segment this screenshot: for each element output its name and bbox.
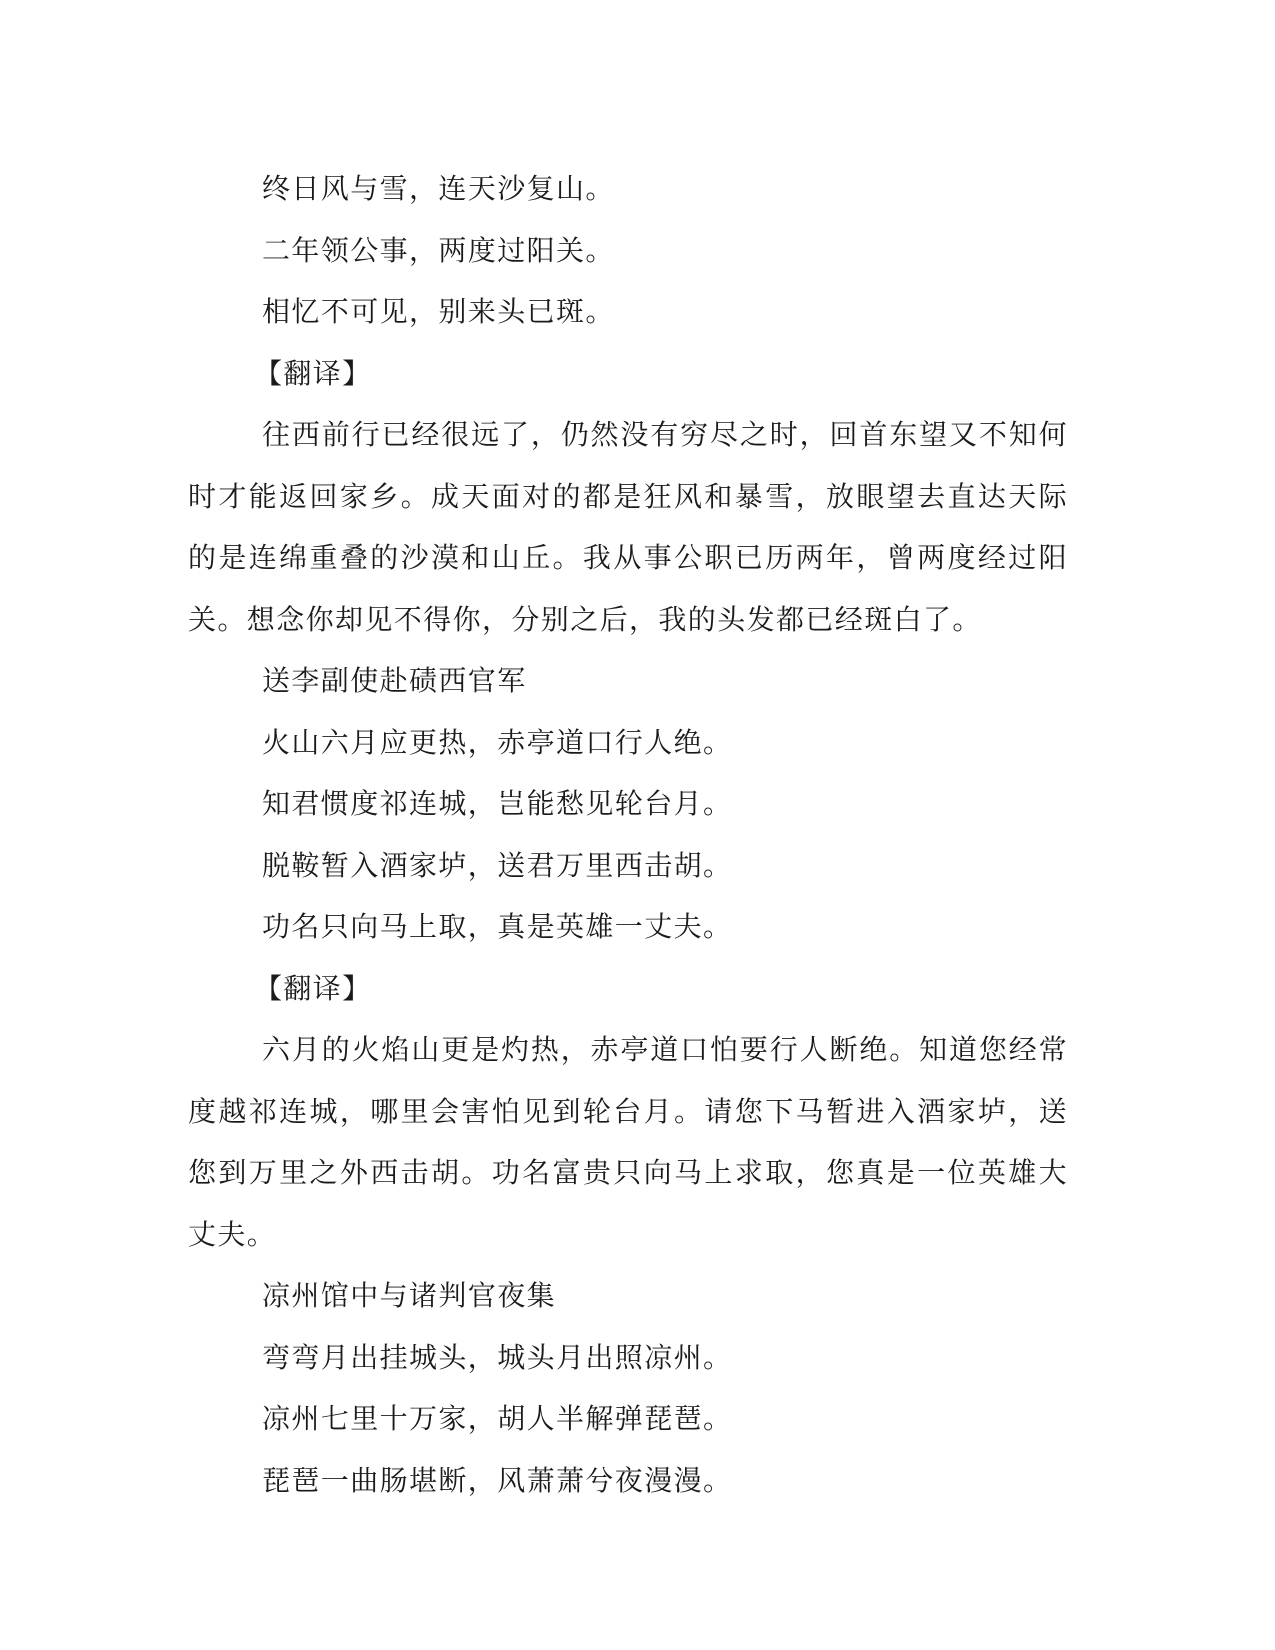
poem-line: 琵琶一曲肠堪断，风萧萧兮夜漫漫。 [262, 1463, 733, 1497]
document-body [188, 158, 1068, 1511]
poem-line: 凉州七里十万家，胡人半解弹琵琶。 [262, 1402, 733, 1435]
poem-title: 送李副使赴碛西官军 [262, 664, 527, 697]
translation-paragraph: 往西前行已经很远了，仍然没有穷尽之时，回首东望又不知何时才能返回家乡。成天面对的都是狂风和暴雪，放眼望去直达天际的是连绵重叠的沙漠和山丘。我从事公职已历两年，曾两度经过阳关。想念你却见不得你，分别之后，我的头发都已经斑白了。 [188, 418, 1068, 636]
translation-heading: 【翻译】 [254, 356, 372, 390]
poem-line: 终日风与雪，连天沙复山。 [262, 172, 615, 205]
poem-line: 相忆不可见，别来头已斑。 [262, 295, 615, 328]
poem-title: 凉州馆中与诸判官夜集 [262, 1279, 557, 1312]
poem-line: 火山六月应更热，赤亭道口行人绝。 [262, 725, 733, 759]
translation-heading: 【翻译】 [254, 971, 372, 1005]
poem-line: 功名只向马上取，真是英雄一丈夫。 [262, 910, 733, 943]
poem-line: 二年领公事，两度过阳关。 [262, 233, 615, 267]
poem-line: 知君惯度祁连城，岂能愁见轮台月。 [262, 787, 733, 820]
poem-line: 脱鞍暂入酒家垆，送君万里西击胡。 [262, 848, 733, 882]
poem-line: 弯弯月出挂城头，城头月出照凉州。 [262, 1340, 733, 1374]
translation-paragraph: 六月的火焰山更是灼热，赤亭道口怕要行人断绝。知道您经常度越祁连城，哪里会害怕见到轮台月。请您下马暂进入酒家垆，送您到万里之外西击胡。功名富贵只向马上求取，您真是一位英雄大丈夫。 [188, 1033, 1068, 1251]
